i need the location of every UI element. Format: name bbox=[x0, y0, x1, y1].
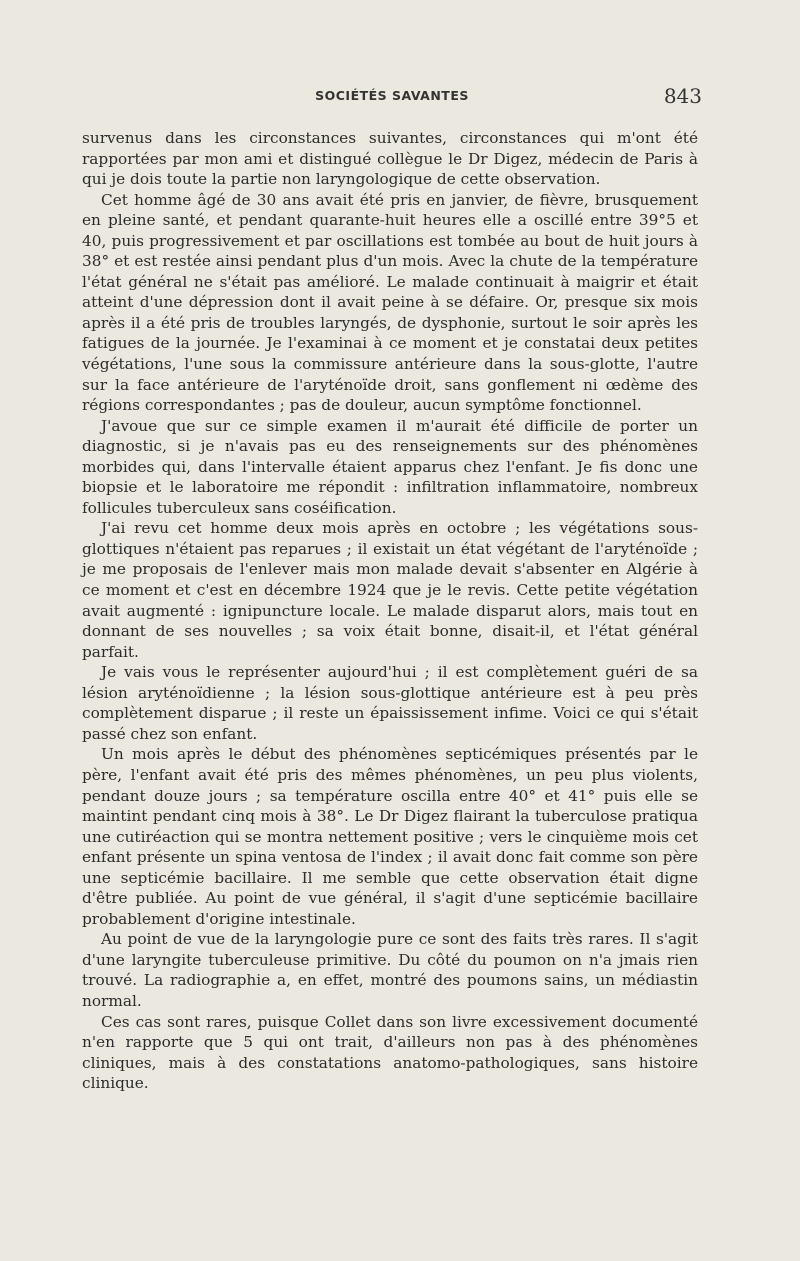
paragraph: survenus dans les circonstances suivantes, circonstances qui m'ont été rapportées par mon ami et distingué collègue le Dr Digez, médecin de Paris à qui je dois toute la partie non laryngologique de cette observation. bbox=[82, 129, 698, 189]
paragraph: Un mois après le début des phénomènes septicémiques présentés par le père, l'enfant avait été pris des mêmes phénomènes, un peu plus violents, pendant douze jours ; sa température oscilla entre 40° et 41° puis elle se maintint pendant cinq mois à 38°. Le Dr Digez flairant la tuberculose pratiqua une cutiréaction qui se montra nettement positive ; vers le cinquième mois cet enfant présente un spina ventosa de l'index ; il avait donc fait comme son père une septicémie bacillaire. Il me semble que cette observation était digne d'être publiée. Au point de vue général, il s'agit d'une septicémie bacillaire probablement d'origine intestinale. bbox=[82, 745, 698, 928]
section-title: SOCIÉTÉS SAVANTES bbox=[315, 88, 469, 103]
running-head bbox=[82, 84, 702, 108]
paragraph: Ces cas sont rares, puisque Collet dans son livre excessivement documenté n'en rapporte que 5 qui ont trait, d'ailleurs non pas à des phénomènes cliniques, mais à des constatations anatomo-pathologiques, sans histoire clinique. bbox=[82, 1012, 698, 1093]
body-text bbox=[82, 128, 698, 1094]
paragraph: Au point de vue de la laryngologie pure ce sont des faits très rares. Il s'agit d'une laryngite tuberculeuse primitive. Du côté du poumon on n'a jmais rien trouvé. La radiographie a, en effet, montré des poumons sains, un médiastin normal. bbox=[82, 930, 698, 1010]
paragraph: J'avoue que sur ce simple examen il m'aurait été difficile de porter un diagnostic, si je n'avais pas eu des renseignements sur des phénomènes morbides qui, dans l'intervalle étaient apparus chez l'enfant. Je fis donc une biopsie et le laboratoire me répondit : infiltration inflammatoire, nombreux follicules tuberculeux sans coséification. bbox=[82, 416, 698, 517]
page-number: 843 bbox=[663, 84, 702, 108]
paragraph: Cet homme âgé de 30 ans avait été pris en janvier, de fièvre, brusquement en pleine santé, et pendant quarante-huit heures elle a oscillé entre 39°5 et 40, puis progressivement et par oscillations est tombée au bout de huit jours à 38° et est restée ainsi pendant plus d'un mois. Avec la chute de la température l'état général ne s'était pas amélioré. Le malade continuait à maigrir et était atteint d'une dépression dont il avait peine à se défaire. Or, presque six mois après il a été pris de troubles laryngés, de dysphonie, surtout le soir après les fatigues de la journée. Je l'examinai à ce moment et je constatai deux petites végétations, l'une sous la commissure antérieure dans la sous-glotte, l'autre sur la face antérieure de l'aryténoïde droit, sans gonflement ni œdème des régions correspondantes ; pas de douleur, aucun symptôme fonctionnel. bbox=[82, 190, 698, 415]
paragraph: J'ai revu cet homme deux mois après en octobre ; les végétations sous-glottiques n'étaient pas reparues ; il existait un état végétant de l'aryténoïde ; je me proposais de l'enlever mais mon malade devait s'absenter en Algérie à ce moment et c'est en décembre 1924 que je le revis. Cette petite végétation avait augmenté : ignipuncture locale. Le malade disparut alors, mais tout en donnant de ses nouvelles ; sa voix était bonne, disait-il, et l'état général parfait. bbox=[82, 519, 698, 661]
paragraph: Je vais vous le représenter aujourd'hui ; il est complètement guéri de sa lésion aryténoïdienne ; la lésion sous-glottique antérieure est à peu près complètement disparue ; il reste un épaississement infime. Voici ce qui s'était passé chez son enfant. bbox=[82, 663, 698, 743]
